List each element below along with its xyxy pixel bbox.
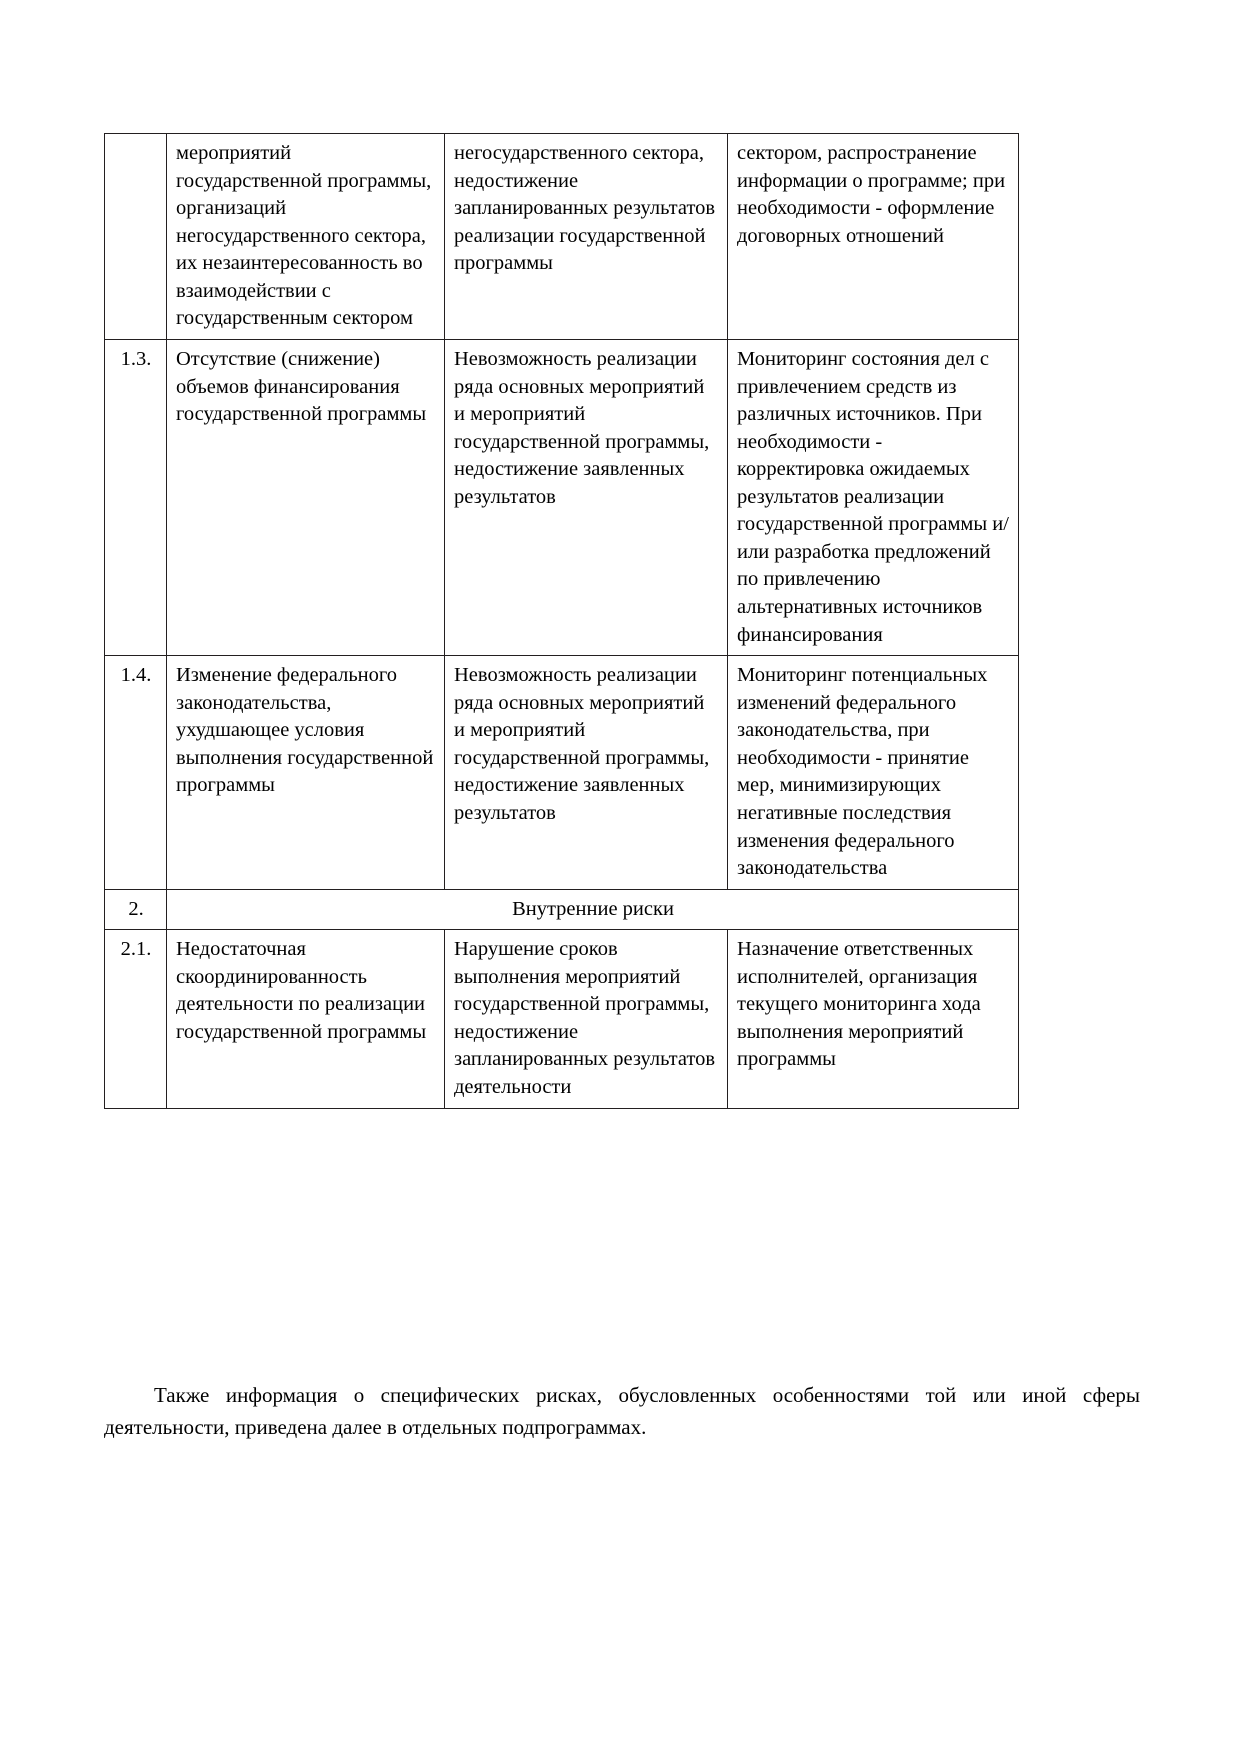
risk-effect: Невозможность реализации ряда основных мероприятий и мероприятий государственной программы, недостижение заявленных результатов: [454, 664, 710, 824]
section-title-cell: [167, 889, 1019, 930]
risk-measures: Мониторинг потенциальных изменений федерального законодательства, при необходимости - принятие мер, минимизирующих негативные последствия изменения федерального законодательства: [737, 664, 988, 880]
risk-measures: Назначение ответственных исполнителей, организация текущего мониторинга хода выполнения мероприятий программы: [737, 938, 981, 1071]
risk-effect: Невозможность реализации ряда основных мероприятий и мероприятий государственной программы, недостижение заявленных результатов: [454, 347, 710, 508]
section-title: Внутренние риски: [512, 897, 674, 920]
table-row: [105, 339, 1019, 655]
row-number: 2.: [128, 897, 144, 920]
row-number-cell: [105, 339, 167, 655]
risk-measures-cell: [728, 339, 1019, 655]
table-row: [105, 656, 1019, 890]
risk-effect-cell: [445, 339, 728, 655]
risk-measures-cell: [728, 656, 1019, 890]
table-row: [105, 134, 1019, 340]
risk-description-cell: [167, 339, 445, 655]
risk-description-cell: [167, 656, 445, 890]
row-number-cell: [105, 930, 167, 1108]
risk-measures: сектором, распространение информации о программе; при необходимости - оформление договорных отношений: [737, 142, 1006, 247]
closing-paragraph-text: Также информация о специфических рисках, обусловленных особенностями той или иной сферы деятельности, приведена далее в отдельных подпрограммах.: [104, 1383, 1140, 1439]
risk-description: мероприятий государственной программы, организаций негосударственного сектора, их незаинтересованность во взаимодействии с государственным сектором: [176, 142, 432, 330]
risk-effect-cell: [445, 930, 728, 1108]
risk-description: Недостаточная скоординированность деятельности по реализации государственной программы: [176, 938, 427, 1043]
row-number-cell: [105, 889, 167, 930]
risk-effect: Нарушение сроков выполнения мероприятий государственной программы, недостижение запланированных результатов деятельности: [454, 938, 716, 1098]
risk-description: Отсутствие (снижение) объемов финансирования государственной программы: [176, 347, 427, 426]
risk-effect-cell: [445, 656, 728, 890]
risk-measures-cell: [728, 930, 1019, 1108]
risk-effect: негосударственного сектора, недостижение запланированных результатов реализации государственной программы: [454, 142, 716, 275]
row-number: 2.1.: [120, 938, 152, 961]
risk-description: Изменение федерального законодательства, ухудшающее условия выполнения государственной программы: [176, 664, 434, 797]
risk-measures: Мониторинг состояния дел с привлечением средств из различных источников. При необходимости - корректировка ожидаемых результатов реализации государственной программы и/или разработка предложений по привлечению альтернативных источников финансирования: [737, 347, 1009, 646]
page-content: [104, 133, 1009, 1109]
risk-description-cell: [167, 930, 445, 1108]
risk-management-table: [104, 133, 1019, 1109]
closing-paragraph: [104, 1380, 1140, 1443]
risk-measures-cell: [728, 134, 1019, 340]
risk-description-cell: [167, 134, 445, 340]
row-number: 1.4.: [120, 664, 152, 687]
row-number-cell: [105, 656, 167, 890]
row-number: 1.3.: [120, 347, 152, 370]
row-number-cell: [105, 134, 167, 340]
risk-effect-cell: [445, 134, 728, 340]
table-row: [105, 930, 1019, 1108]
table-section-row: [105, 889, 1019, 930]
